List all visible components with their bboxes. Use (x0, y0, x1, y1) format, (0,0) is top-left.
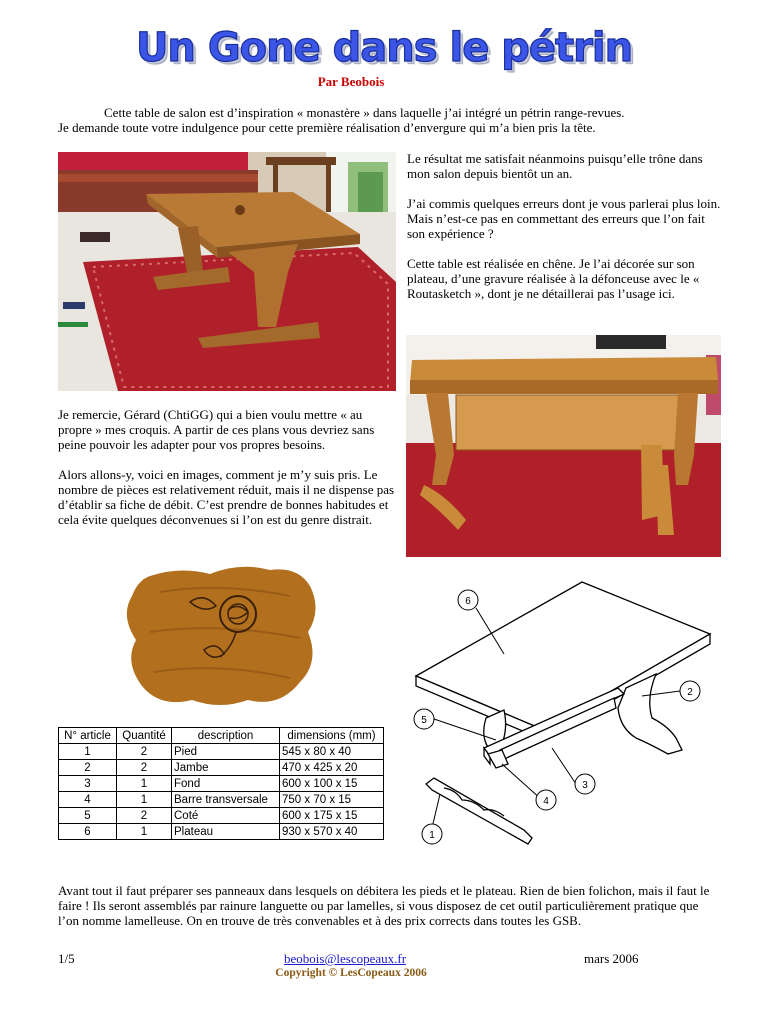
cell-quantity: 1 (117, 824, 172, 840)
cell-dimensions: 545 x 80 x 40 (280, 744, 384, 760)
photo-engraved-rose (120, 562, 322, 710)
callout-label-3: 3 (582, 780, 588, 791)
cell-description: Coté (172, 808, 280, 824)
footer-date: mars 2006 (584, 951, 639, 966)
left-column-text (58, 407, 396, 542)
cell-description: Plateau (172, 824, 280, 840)
table-row (59, 760, 384, 776)
left-paragraph-1: Je remercie, Gérard (ChtiGG) qui a bien voulu mettre « au propre » mes croquis. A partir de ces plans vous devriez sans peine pouvoir les adapter pour vos propres besoins. (58, 407, 375, 452)
cell-description: Fond (172, 776, 280, 792)
callout-label-1: 1 (429, 830, 435, 841)
exploded-assembly-diagram (404, 578, 724, 850)
cell-quantity: 2 (117, 744, 172, 760)
cell-article: 2 (59, 760, 117, 776)
cell-article: 1 (59, 744, 117, 760)
table-row (59, 744, 384, 760)
cell-article: 5 (59, 808, 117, 824)
right-paragraph-3: Cette table est réalisée en chêne. Je l’ai décorée sur son plateau, d’une gravure réalisée à la défonceuse avec le « Routasketch », dont je ne détaillerai pas l’usage ici. (407, 256, 700, 301)
cell-article: 6 (59, 824, 117, 840)
right-column-text (407, 151, 725, 316)
cell-quantity: 1 (117, 776, 172, 792)
cell-dimensions: 600 x 175 x 15 (280, 808, 384, 824)
cell-description: Pied (172, 744, 280, 760)
page-number: 1/5 (58, 951, 75, 966)
header-dimensions: dimensions (mm) (280, 728, 384, 744)
table-row (59, 776, 384, 792)
photo-table-front (406, 335, 721, 557)
cell-description: Jambe (172, 760, 280, 776)
callout-label-2: 2 (687, 687, 693, 698)
table-row (59, 808, 384, 824)
parts-table (58, 727, 384, 840)
cell-quantity: 2 (117, 760, 172, 776)
intro-paragraph (58, 105, 718, 135)
cell-article: 4 (59, 792, 117, 808)
right-paragraph-2: J’ai commis quelques erreurs dont je vous parlerai plus loin. Mais n’est-ce pas en commettant des erreurs que l’on fait son expérience ? (407, 196, 721, 241)
cell-dimensions: 750 x 70 x 15 (280, 792, 384, 808)
intro-line-1: Cette table de salon est d’inspiration « monastère » dans laquelle j’ai intégré un pétrin range-revues. (104, 105, 625, 120)
header-quantity: Quantité (117, 728, 172, 744)
header-description: description (172, 728, 280, 744)
cell-article: 3 (59, 776, 117, 792)
cell-quantity: 2 (117, 808, 172, 824)
author-line: Par Beobois (317, 74, 385, 89)
closing-paragraph: Avant tout il faut préparer ses panneaux dans lesquels on débitera les pieds et le plateau. Rien de bien folichon, mais il faut le faire ! Ils seront assemblés par rainure languette ou par lamelles, si vous disposez de cet outil particulièrement pratique que l’on nomme lamelleuse. On en trouve de très convenables et à des prix corrects dans toutes les GSB. (58, 883, 710, 928)
document-title: Un Gone dans le pétrin (135, 25, 633, 71)
cell-description: Barre transversale (172, 792, 280, 808)
table-row (59, 824, 384, 840)
table-row (59, 792, 384, 808)
intro-line-2: Je demande toute votre indulgence pour cette première réalisation d’envergure qui m’a bien pris la tête. (58, 120, 596, 135)
header-article: N° article (59, 728, 117, 744)
callout-label-5: 5 (421, 715, 427, 726)
email-link[interactable]: beobois@lescopeaux.fr (284, 951, 407, 966)
right-paragraph-1: Le résultat me satisfait néanmoins puisqu’elle trône dans mon salon depuis bientôt un an. (407, 151, 703, 181)
photo-table-on-rug (58, 152, 396, 391)
cell-dimensions: 470 x 425 x 20 (280, 760, 384, 776)
cell-dimensions: 930 x 570 x 40 (280, 824, 384, 840)
cell-quantity: 1 (117, 792, 172, 808)
left-paragraph-2: Alors allons-y, voici en images, comment je m’y suis pris. Le nombre de pièces est relativement réduit, mais il ne dispense pas d’établir sa fiche de débit. C’est prendre de bonnes habitudes et cela évite quelques déconvenues si l’on est du genre distrait. (58, 467, 395, 527)
callout-label-6: 6 (465, 596, 471, 607)
callout-label-4: 4 (543, 796, 549, 807)
cell-dimensions: 600 x 100 x 15 (280, 776, 384, 792)
copyright-notice: Copyright © LesCopeaux 2006 (275, 967, 427, 979)
table-header-row (59, 728, 384, 744)
